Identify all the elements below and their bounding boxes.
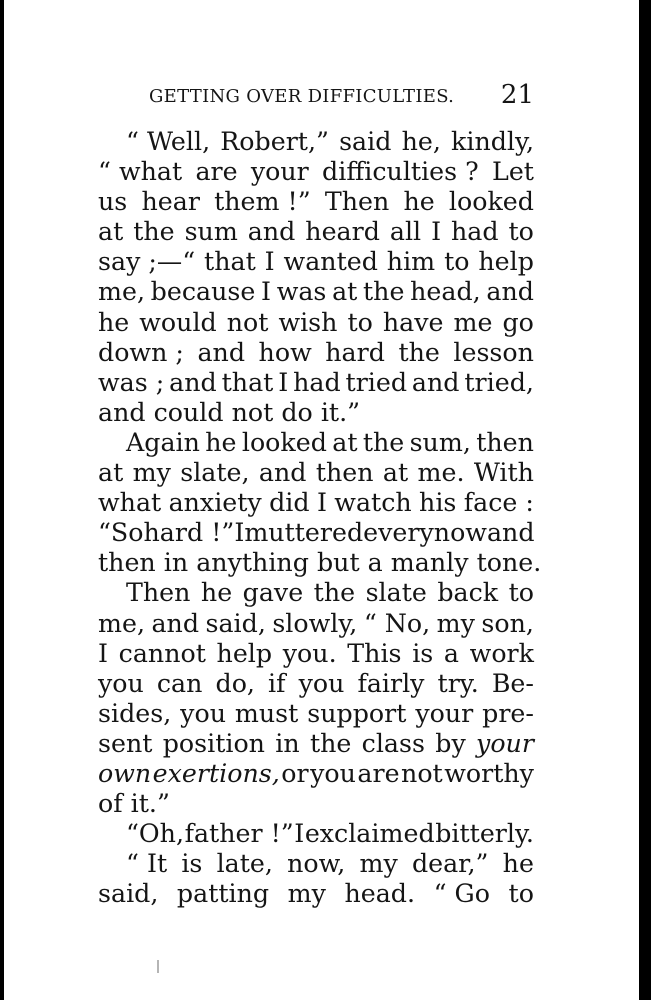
word: tried [345,367,408,397]
word: slate [365,578,427,608]
word: not [401,758,443,788]
word: him [386,247,436,277]
word: fairly [357,668,425,698]
word: of [98,789,131,819]
text-line [98,548,542,578]
word: down ; [98,337,184,367]
word: I [98,638,108,668]
word: the [398,337,440,367]
word: support [307,698,407,728]
word: must [234,698,299,728]
word: hard !” [143,518,235,548]
word: wanted [283,247,378,277]
word: then [98,548,164,578]
word: your [250,157,309,187]
word: me. [417,458,465,488]
text-line [98,217,534,247]
word: late, [216,849,273,879]
text-line [98,277,534,307]
text-line [98,789,534,819]
word: because [150,277,256,307]
word: was ; [98,367,165,397]
word: to [444,247,470,277]
word: the [363,277,405,307]
word: by [435,728,466,758]
word: exertions, [152,758,280,788]
word: a [367,548,391,578]
word: it.” [130,789,170,819]
word: the [362,427,405,457]
word: and [169,367,217,397]
word: back [437,578,499,608]
word: he [403,187,435,217]
word: do [281,397,321,427]
text-line [98,368,534,398]
word: sent [98,728,153,758]
word: his [419,488,457,518]
word: if [268,668,286,698]
word: to [508,879,534,909]
word: to [508,578,534,608]
word: in [275,728,300,758]
word: and [486,518,535,548]
word: is [181,849,203,879]
word: face : [463,488,534,518]
word: With [473,458,534,488]
word: work [469,638,534,668]
word: lesson [453,337,534,367]
word: are [357,758,400,788]
word: watch [334,488,412,518]
word: that [204,247,256,277]
word: said, [98,879,159,909]
word: at [332,427,358,457]
page-number: 21 [500,80,534,110]
word: that [221,367,274,397]
word: now, [287,849,346,879]
word: anxiety [168,488,262,518]
word: son, [481,608,534,638]
word: said, [205,608,266,638]
word: he [502,849,534,879]
word: “ No, [363,608,431,638]
word: difficulties ? [322,157,479,187]
text-line [98,729,534,759]
text-line [98,609,534,639]
word: and [486,277,534,307]
word: bitterly. [435,819,534,849]
word: Then [126,578,191,608]
word: sides, [98,698,172,728]
text-line [98,187,534,217]
word: them !” [214,187,311,217]
word: would [139,307,217,337]
text-line [98,488,534,518]
word: to [347,307,373,337]
word: my [359,849,398,879]
word: help [216,638,273,668]
word: me, [98,277,145,307]
word: position [162,728,265,758]
word: are [195,157,238,187]
word: me [453,307,493,337]
word: not [226,307,269,337]
word: pre- [482,698,534,728]
page-header [149,80,534,116]
word: now [433,518,487,548]
book-page [4,0,639,1000]
word: in [163,548,197,578]
word: manly [390,548,477,578]
word: heard [305,217,380,247]
word: me, [98,608,145,638]
word: I [294,819,305,849]
word: all [389,217,422,247]
word: or [281,758,309,788]
word: tried, [464,367,534,397]
word: have [382,307,444,337]
word: “ Well, [126,127,211,156]
text-line [98,759,534,789]
word: he, [401,127,441,156]
word: did [269,488,310,518]
word: the [133,217,175,247]
word: slate, [180,458,250,488]
word: I [431,217,442,247]
word: it.” [320,397,361,427]
word: then [476,427,534,457]
word: head. [344,879,416,909]
running-head: GETTING OVER DIFFICULTIES. [149,86,455,107]
word: is [412,638,434,668]
word: help [478,247,534,277]
word: the [313,578,356,608]
word: my [132,458,171,488]
word: Be- [491,668,534,698]
word: at [98,217,124,247]
word: at [332,277,358,307]
word: muttered [244,518,364,548]
word: he [200,578,233,608]
word: your [476,728,534,758]
word: can [156,668,203,698]
word: sum, [409,427,471,457]
word: you [298,668,345,698]
word: every [363,518,434,548]
word: looked [448,187,534,217]
word: “ It [126,849,168,879]
word: I [261,277,272,307]
word: he [98,307,130,337]
page-edge-mark [157,960,159,973]
text-line [98,639,534,669]
word: looked [241,427,327,457]
word: exclaimed [304,819,435,849]
text-line [98,879,534,909]
word: how [258,337,312,367]
word: Again [126,427,200,457]
word: you. [282,638,337,668]
word: slowly, [272,608,358,638]
word: had [293,367,341,397]
word: you [310,758,356,788]
word: was [276,277,327,307]
text-line [98,428,534,458]
word: head, [410,277,481,307]
word: Then [324,187,390,217]
word: and [411,367,460,397]
word: dear,” [411,849,489,879]
word: and [247,217,296,247]
text-line [98,578,534,608]
text-line [98,127,534,157]
text-line [98,308,534,338]
word: but [316,548,368,578]
word: a [443,638,460,668]
word: father !” [184,819,294,849]
word: worthy [444,758,534,788]
word: wish [278,307,338,337]
word: and [151,608,200,638]
text-line [98,398,534,428]
word: said [339,127,392,156]
word: do, [215,668,255,698]
word: hear [141,187,200,217]
word: at [98,458,124,488]
body-text [98,127,542,909]
word: “Oh, [126,819,185,849]
word: “ Go [433,879,490,909]
word: patting [176,879,270,909]
text-line [98,458,534,488]
word: I [264,247,275,277]
word: Let [492,157,534,187]
word: I [278,367,289,397]
word: had [451,217,499,247]
text-line [98,338,534,368]
word: to [508,217,534,247]
word: “ what [98,157,183,187]
word: us [98,187,128,217]
text-line [98,819,534,849]
word: try. [437,668,479,698]
word: your [415,698,474,728]
word: could [153,397,232,427]
word: cannot [118,638,206,668]
word: gave [242,578,304,608]
word: the [309,728,352,758]
word: and [98,397,154,427]
word: I [316,488,327,518]
word: at [382,458,409,488]
word: “So [98,518,144,548]
word: you [180,698,226,728]
word: say ;—“ [98,247,196,277]
word: and [197,337,246,367]
word: tone. [476,548,542,578]
word: own [98,758,152,788]
text-line [98,849,534,879]
word: class [361,728,425,758]
word: then [315,458,374,488]
word: hard [325,337,385,367]
word: go [502,307,534,337]
text-line [98,247,534,277]
word: I [234,518,245,548]
word: not [231,397,282,427]
word: This [347,638,402,668]
word: Robert,” [220,127,329,156]
word: what [98,488,162,518]
word: my [287,879,326,909]
word: you [98,668,144,698]
word: anything [196,548,317,578]
word: he [205,427,237,457]
word: kindly, [451,127,534,156]
word: sum [184,217,238,247]
text-line [98,699,534,729]
text-line [98,669,534,699]
word: and [258,458,307,488]
word: my [436,608,475,638]
text-line [98,518,534,548]
text-line [98,157,534,187]
